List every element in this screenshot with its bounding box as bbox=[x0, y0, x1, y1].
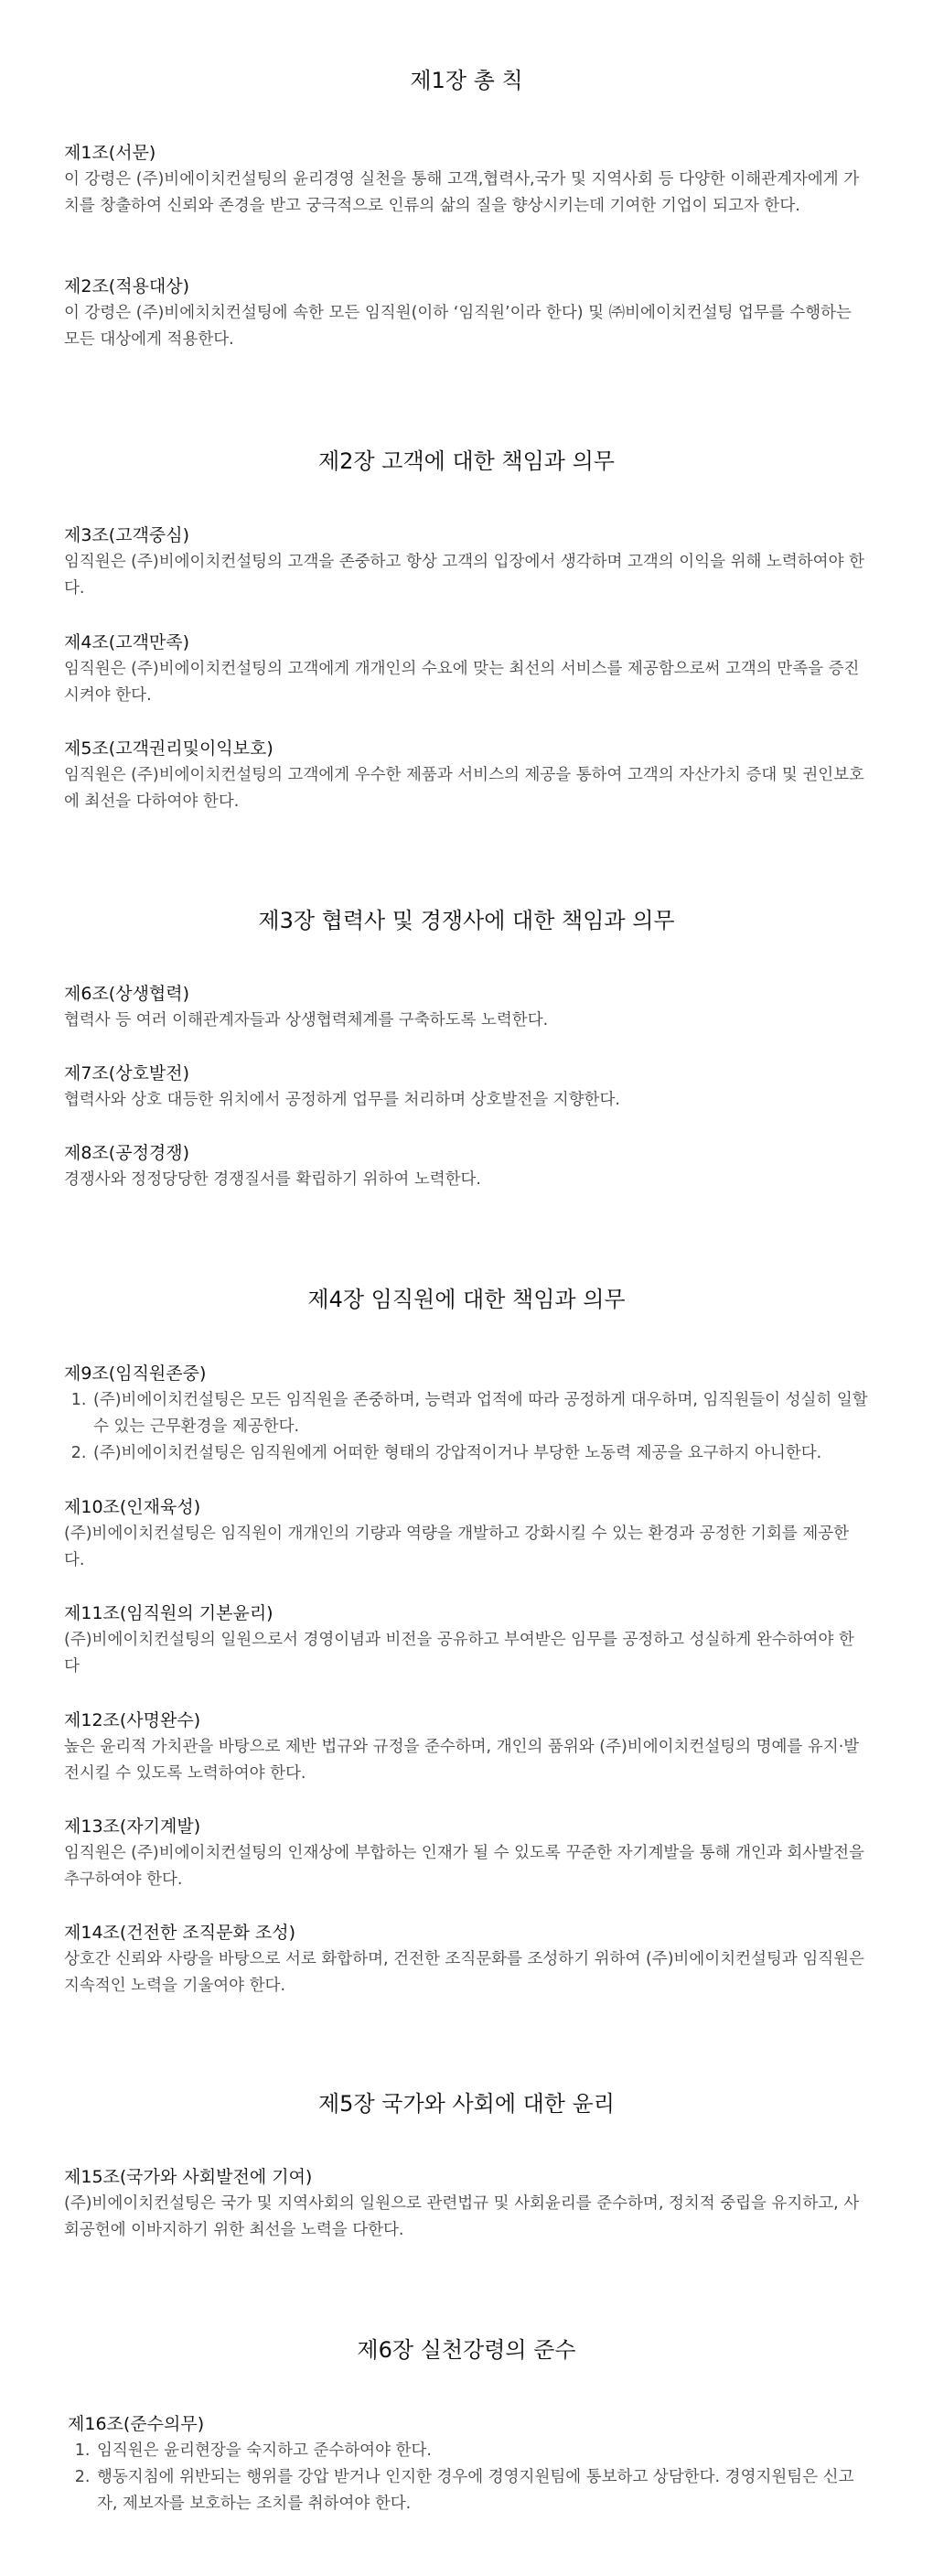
article-5-title: 제5조(고객권리및이익보호) bbox=[64, 738, 273, 759]
article-3-body: 임직원은 (주)비에이치컨설팅의 고객을 존중하고 항상 고객의 입장에서 생각하며 고객의 이익을 위해 노력하여야 한다. bbox=[64, 553, 864, 598]
list-item: 1. 임직원은 윤리현장을 숙지하고 준수하여야 한다. bbox=[95, 2438, 873, 2464]
chapter-6-title: 제6장 실천강령의 준수 bbox=[357, 2337, 576, 2363]
article-3 bbox=[64, 522, 869, 602]
article-2-body: 이 강령은 (주)비에치치컨설팅에 속한 모든 임직원(이하 ‘임직원’이라 한다) 및 ㈜비에이치컨설팅 업무를 수행하는 모든 대상에게 적용한다. bbox=[64, 304, 852, 349]
article-13-body: 임직원은 (주)비에이치컨설팅의 인재상에 부합하는 인재가 될 수 있도록 꾸준한 자기계발을 통해 개인과 회사발전을 추구하여야 한다. bbox=[64, 1844, 864, 1889]
chapter-3-title: 제3장 협력사 및 경쟁사에 대한 책임과 의무 bbox=[258, 908, 675, 933]
article-9 bbox=[64, 1360, 869, 1467]
article-10-body: (주)비에이치컨설팅은 임직원이 개개인의 기량과 역량을 개발하고 강화시킬 수 있는 환경과 공정한 기회를 제공한다. bbox=[64, 1525, 850, 1569]
article-14 bbox=[64, 1919, 869, 1999]
article-9-title: 제9조(임직원존중) bbox=[64, 1363, 207, 1384]
article-13-title: 제13조(자기계발) bbox=[64, 1816, 201, 1837]
article-8-title: 제8조(공정경쟁) bbox=[64, 1143, 190, 1163]
article-14-title: 제14조(건전한 조직문화 조성) bbox=[64, 1923, 295, 1943]
chapter-4-title: 제4장 임직원에 대한 책임과 의무 bbox=[307, 1287, 626, 1312]
article-13 bbox=[64, 1813, 869, 1893]
article-2-title: 제2조(적용대상) bbox=[64, 276, 190, 296]
article-15 bbox=[64, 2163, 869, 2244]
chapter-1-title: 제1장 총 칙 bbox=[410, 68, 523, 93]
article-16-title: 제16조(준수의무) bbox=[68, 2414, 205, 2434]
article-16 bbox=[68, 2410, 873, 2517]
article-1-title: 제1조(서문) bbox=[64, 143, 156, 163]
article-1 bbox=[64, 139, 869, 220]
article-14-body: 상호간 신뢰와 사랑을 바탕으로 서로 화합하며, 건전한 조직문화를 조성하기 위하여 (주)비에이치컨설팅과 임직원은 지속적인 노력을 기울여야 한다. bbox=[64, 1950, 864, 1995]
article-15-body: (주)비에이치컨설팅은 국가 및 지역사회의 일원으로 관련법규 및 사회윤리를 준수하며, 정치적 중립을 유지하고, 사회공헌에 이바지하기 위한 최선을 노력을 다한다. bbox=[64, 2194, 860, 2239]
article-6 bbox=[64, 980, 869, 1034]
article-9-list bbox=[64, 1387, 869, 1467]
article-2 bbox=[64, 273, 869, 353]
article-12 bbox=[64, 1707, 869, 1787]
article-6-title: 제6조(상생협력) bbox=[64, 984, 190, 1004]
article-10 bbox=[64, 1493, 869, 1574]
article-3-title: 제3조(고객중심) bbox=[64, 525, 190, 545]
article-4 bbox=[64, 629, 869, 709]
article-15-title: 제15조(국가와 사회발전에 기여) bbox=[64, 2167, 313, 2187]
chapter-2-title: 제2장 고객에 대한 책임과 의무 bbox=[318, 448, 615, 474]
article-12-body: 높은 윤리적 가치관을 바탕으로 제반 법규와 규정을 준수하며, 개인의 품위와 (주)비에이치컨설팅의 명예를 유지·발전시킬 수 있도록 노력하여야 한다. bbox=[64, 1738, 860, 1783]
list-item: 2. (주)비에이치컨설팅은 임직원에게 어떠한 형태의 강압적이거나 부당한 노동력 제공을 요구하지 아니한다. bbox=[91, 1440, 869, 1467]
article-6-body: 협력사 등 여러 이해관계자들과 상생협력체계를 구축하도록 노력한다. bbox=[64, 1011, 549, 1029]
article-16-list bbox=[68, 2438, 873, 2517]
article-1-body: 이 강령은 (주)비에이치컨설팅의 윤리경영 실천을 통해 고객,협력사,국가 및 지역사회 등 다양한 이해관계자에게 가치를 창출하여 신뢰와 존경을 받고 궁극적으로 인류의 삶의 질을 향상시키는데 기여한 기업이 되고자 한다. bbox=[64, 170, 860, 215]
chapter-5-title: 제5장 국가와 사회에 대한 윤리 bbox=[318, 2091, 615, 2117]
article-7-body: 협력사와 상호 대등한 위치에서 공정하게 업무를 처리하며 상호발전을 지향한다. bbox=[64, 1091, 620, 1109]
article-4-body: 임직원은 (주)비에이치컨설팅의 고객에게 개개인의 수요에 맞는 최선의 서비스를 제공함으로써 고객의 만족을 증진시켜야 한다. bbox=[64, 660, 860, 705]
list-item: 2. 행동지침에 위반되는 행위를 강압 받거나 인지한 경우에 경영지원팀에 통보하고 상담한다. 경영지원팀은 신고자, 제보자를 보호하는 조치를 취하여야 한다. bbox=[95, 2464, 873, 2517]
article-7 bbox=[64, 1060, 869, 1114]
list-item: 1. (주)비에이치컨설팅은 모든 임직원을 존중하며, 능력과 업적에 따라 공정하게 대우하며, 임직원들이 성실히 일할 수 있는 근무환경을 제공한다. bbox=[91, 1387, 869, 1440]
article-5 bbox=[64, 735, 869, 815]
article-11 bbox=[64, 1600, 869, 1680]
article-7-title: 제7조(상호발전) bbox=[64, 1063, 190, 1083]
article-8 bbox=[64, 1139, 869, 1193]
article-11-body: (주)비에이치컨설팅의 일원으로서 경영이념과 비전을 공유하고 부여받은 임무를 공정하고 성실하게 완수하여야 한다 bbox=[64, 1631, 854, 1676]
article-11-title: 제11조(임직원의 기본윤리) bbox=[64, 1603, 273, 1623]
article-12-title: 제12조(사명완수) bbox=[64, 1710, 201, 1730]
article-5-body: 임직원은 (주)비에이치컨설팅의 고객에게 우수한 제품과 서비스의 제공을 통하여 고객의 자산가치 증대 및 권인보호에 최선을 다하여야 한다. bbox=[64, 766, 864, 811]
article-10-title: 제10조(인재육성) bbox=[64, 1497, 201, 1517]
article-8-body: 경쟁사와 정정당당한 경쟁질서를 확립하기 위하여 노력한다. bbox=[64, 1170, 481, 1189]
article-4-title: 제4조(고객만족) bbox=[64, 632, 190, 652]
